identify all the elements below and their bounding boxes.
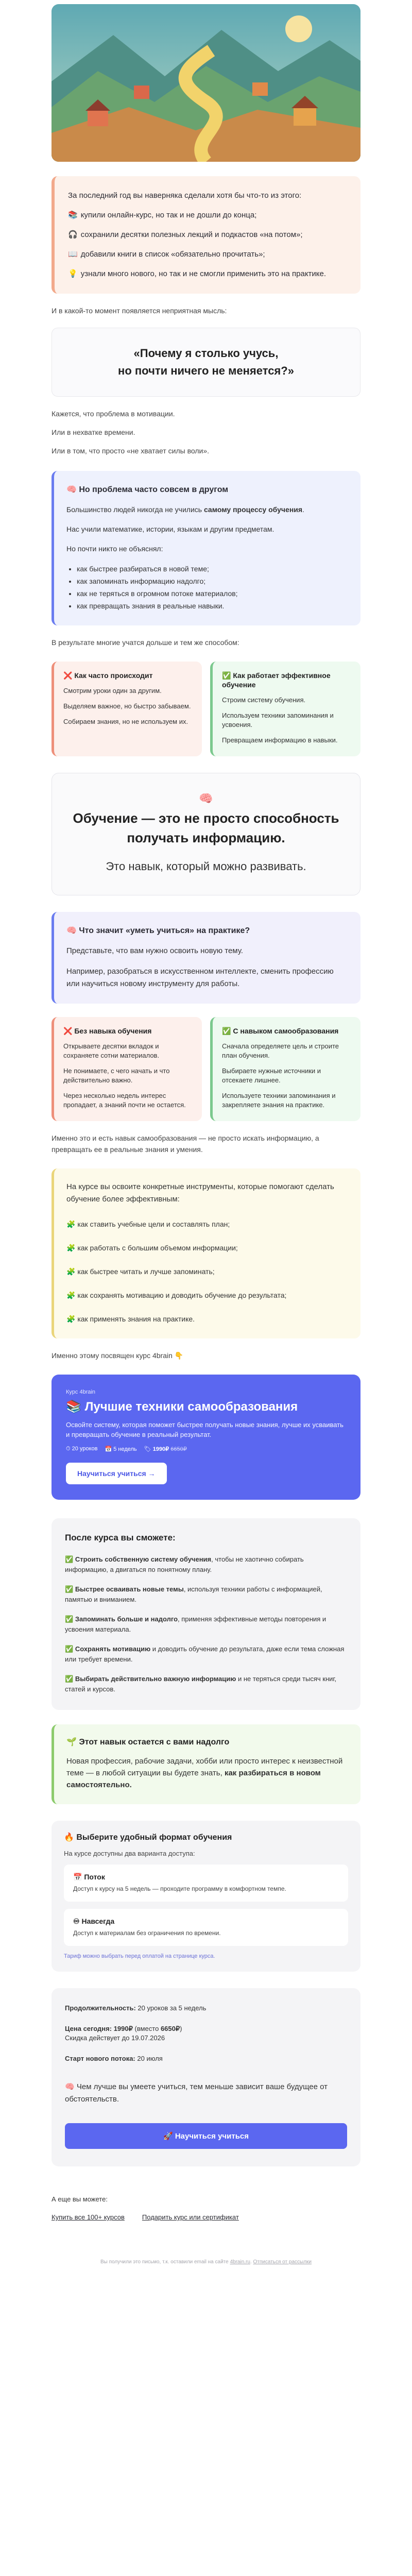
check-icon: ✅: [65, 1675, 74, 1683]
puzzle-icon: 🧩: [66, 1267, 76, 1276]
unsubscribe-link[interactable]: Отписаться от рассылки: [253, 2259, 312, 2265]
books-icon: 📚: [66, 1400, 81, 1414]
technique-item: 🧩 как работать с большим объемом информации;: [66, 1244, 238, 1252]
compare-item: Используем техники запоминания и усвоения.: [222, 711, 334, 728]
format-option-stream: [64, 1865, 348, 1902]
compare-item: Через несколько недель интерес пропадает, а знаний почти не остается.: [63, 1092, 186, 1109]
question-quote: [52, 328, 360, 397]
compare-item: Выбираете нужные источники и отсекаете лишнее.: [222, 1067, 321, 1084]
dedicated-line: Именно этому посвящен курс 4brain 👇: [52, 1351, 184, 1360]
start-line: Старт нового потока: 20 июля: [65, 2055, 163, 2062]
compare-skill-left: [52, 1017, 202, 1121]
benefit-item: ✅ Выбирать действительно важную информацию и не теряться среди тысяч книг, статей и курсов.: [65, 1675, 337, 1693]
course-meta: [66, 1446, 346, 1452]
puzzle-icon: 🧩: [66, 1244, 76, 1252]
pricing-quote: 🧠 Чем лучше вы умеете учиться, тем меньше зависит ваше будущее от обстоятельств.: [65, 2082, 328, 2104]
compare-right-title: ✅ С навыком самообразования: [222, 1027, 339, 1035]
statement-title: Обучение — это не просто способность получать информацию.: [73, 810, 339, 845]
check-icon: ✅: [65, 1555, 74, 1563]
learn-to-learn-button[interactable]: 🚀 Научиться учиться: [65, 2123, 347, 2149]
intro-item: 💡 узнали много нового, но так и не смогли применить это на практике.: [68, 269, 327, 278]
result-line: В результате многие учатся дольше и тем же способом:: [52, 638, 239, 647]
more-lead: А еще вы можете:: [52, 2195, 108, 2203]
course-brand: Курс 4brain: [66, 1389, 96, 1395]
compare-left-title: ❌ Без навыка обучения: [63, 1027, 152, 1035]
lessons-count: ⏱ 20 уроков: [66, 1446, 98, 1452]
compare-item: Превращаем информацию в навыки.: [222, 736, 338, 744]
statement-subtitle: Это навык, который можно развивать.: [106, 860, 306, 873]
seems-line-3: Или в том, что просто «не хватает силы воли».: [52, 447, 210, 455]
techniques-card: [52, 1168, 360, 1338]
formats-intro: На курсе доступны два варианта доступа:: [64, 1850, 195, 1857]
relevance-card: [52, 1724, 360, 1804]
techniques-lead: На курсе вы освоите конкретные инструменты, которые помогают сделать обучение более эффективным:: [66, 1182, 334, 1204]
compare-skill: [52, 1017, 360, 1121]
list-item: • как запоминать информацию надолго;: [77, 575, 348, 587]
compare-item: Выделяем важное, но быстро забываем.: [63, 702, 191, 710]
list-item: • как быстрее разбираться в новой теме;: [77, 563, 348, 575]
technique-item: 🧩 как применять знания на практике.: [66, 1315, 195, 1323]
compare-usual-left: [52, 662, 202, 756]
puzzle-icon: 🧩: [66, 1291, 76, 1299]
compare-usual: [52, 662, 360, 756]
compare-item: Строим систему обучения.: [222, 696, 306, 704]
benefit-item: ✅ Быстрее осваивать новые темы, используя техники работы с информацией, памятью и вниманием.: [65, 1585, 322, 1603]
books-icon: 📚: [68, 211, 78, 219]
benefit-item: ✅ Строить собственную систему обучения, чтобы не хаотично собирать информацию, а двигаться по понятному плану.: [65, 1555, 304, 1573]
benefits-card: [52, 1518, 360, 1710]
skill-statement-card: [52, 773, 360, 895]
open-book-icon: 📖: [68, 250, 78, 259]
buy-all-courses-link[interactable]: Купить все 100+ курсов: [52, 2213, 125, 2221]
format-option-forever: [64, 1909, 348, 1946]
practice-p2: Например, разобраться в искусственном интеллекте, сменить профессию или научиться новому инструменту для работы.: [66, 967, 334, 988]
relevance-title: 🌱 Этот навык остается с вами надолго: [66, 1738, 230, 1747]
compare-item: Открываете десятки вкладок и сохраняете сотни материалов.: [63, 1042, 160, 1059]
brain-icon: 🧠: [65, 2082, 75, 2091]
technique-item: 🧩 как сохранять мотивацию и доводить обучение до результата;: [66, 1291, 287, 1299]
infinity-icon: ♾: [73, 1917, 80, 1925]
course-card: [52, 1375, 360, 1500]
practice-title: 🧠 Что значит «уметь учиться» на практике?: [66, 926, 250, 935]
benefit-item: ✅ Сохранять мотивацию и доводить обучение до результата, даже если тема сложная или требует времени.: [65, 1645, 345, 1663]
fire-icon: 🔥: [64, 1833, 74, 1842]
learn-button[interactable]: Научиться учиться →: [66, 1463, 167, 1484]
technique-item: 🧩 как ставить учебные цели и составлять план;: [66, 1220, 230, 1228]
gift-course-link[interactable]: Подарить курс или сертификат: [142, 2213, 239, 2221]
benefits-title: После курса вы сможете:: [65, 1533, 176, 1543]
discount-valid: Скидка действует до 19.07.2026: [65, 2034, 165, 2042]
seems-line-2: Или в нехватке времени.: [52, 428, 135, 436]
more-links: [52, 2213, 360, 2221]
course-title: 📚 Лучшие техники самообразования: [66, 1400, 298, 1414]
relevance-text: Новая профессия, рабочие задачи, хобби или просто интерес к неизвестной теме — в любой ситуации вы будете знать, как разбираться в новом самостоятельно.: [66, 1757, 343, 1789]
price-line: Цена сегодня: 1990₽ (вместо 6650₽): [65, 2025, 182, 2032]
exactly-line: Именно это и есть навык самообразования — не просто искать информацию, а превращать ее в реальные знания и умения.: [52, 1134, 319, 1154]
problem-list: [66, 563, 348, 612]
practice-card: [52, 912, 360, 1004]
duration-line: Продолжительность: 20 уроков за 5 недель: [65, 2004, 207, 2012]
course-description: Освойте систему, которая поможет быстрее получать новые знания, лучше их усваивать и превращать обучение в реальный результат.: [66, 1421, 344, 1438]
check-icon: ✅: [65, 1615, 74, 1623]
thought-line: И в какой-то момент появляется неприятная мысль:: [52, 307, 227, 315]
lightbulb-icon: 💡: [68, 269, 78, 278]
headphones-icon: 🎧: [68, 230, 78, 239]
puzzle-icon: 🧩: [66, 1220, 76, 1228]
compare-right-title: ✅ Как работает эффективное обучение: [222, 671, 331, 689]
brain-icon: 🧠: [199, 792, 213, 805]
quote-line-2: но почти ничего не меняется?»: [118, 364, 294, 377]
check-icon: ✅: [65, 1585, 74, 1593]
course-price: 🏷 1990₽ 6650₽: [144, 1446, 187, 1452]
seedling-icon: 🌱: [66, 1738, 77, 1747]
problem-card: [52, 471, 360, 625]
intro-item: 🎧 сохранили десятки полезных лекций и подкастов «на потом»;: [68, 230, 303, 239]
list-item: • как превращать знания в реальные навыки.: [77, 600, 348, 612]
problem-title: 🧠 Но проблема часто совсем в другом: [66, 485, 229, 494]
format-title: ♾ Навсегда: [73, 1917, 115, 1925]
intro-card: [52, 176, 360, 294]
brain-icon: 🧠: [66, 926, 77, 935]
formats-card: [52, 1821, 360, 1972]
format-text: Доступ к материалам без ограничения по времени.: [73, 1929, 221, 1937]
compare-usual-right: [210, 662, 360, 756]
site-link[interactable]: 4brain.ru: [230, 2259, 250, 2265]
compare-skill-right: [210, 1017, 360, 1121]
compare-item: Сначала определяете цель и строите план обучения.: [222, 1042, 339, 1059]
practice-p1: Представьте, что вам нужно освоить новую тему.: [66, 946, 243, 955]
calendar-icon: 📅: [73, 1873, 82, 1881]
compare-item: Используете техники запоминания и закрепляете знания на практике.: [222, 1092, 336, 1109]
format-title: 📅 Поток: [73, 1873, 105, 1881]
puzzle-icon: 🧩: [66, 1315, 76, 1323]
format-text: Доступ к курсу на 5 недель — проходите программу в комфортном темпе.: [73, 1885, 286, 1892]
problem-p2: Нас учили математике, истории, языкам и другим предметам.: [66, 525, 274, 533]
compare-item: Не понимаете, с чего начать и что действительно важно.: [63, 1067, 170, 1084]
intro-item: 📖 добавили книги в список «обязательно прочитать»;: [68, 250, 265, 259]
footer: Вы получили это письмо, т.к. оставили email на сайте 4brain.ru. Отписаться от рассылки: [100, 2259, 312, 2265]
compare-left-title: ❌ Как часто происходит: [63, 671, 153, 680]
quote-line-1: «Почему я столько учусь,: [133, 347, 279, 360]
formats-note: Тариф можно выбрать перед оплатой на странице курса.: [64, 1953, 215, 1959]
technique-item: 🧩 как быстрее читать и лучше запоминать;: [66, 1267, 215, 1276]
list-item: • как не теряться в огромном потоке материалов;: [77, 587, 348, 600]
brain-icon: 🧠: [66, 485, 77, 494]
intro-lead: За последний год вы наверняка сделали хотя бы что-то из этого:: [68, 191, 302, 200]
weeks-count: 📅 5 недель: [105, 1446, 137, 1452]
formats-title: 🔥 Выберите удобный формат обучения: [64, 1833, 232, 1842]
compare-item: Смотрим уроки один за другим.: [63, 687, 162, 694]
check-icon: ✅: [65, 1645, 74, 1653]
intro-item: 📚 купили онлайн-курс, но так и не дошли до конца;: [68, 211, 257, 219]
seems-line-1: Кажется, что проблема в мотивации.: [52, 410, 175, 418]
compare-item: Собираем знания, но не используем их.: [63, 718, 188, 725]
hero-illustration: [52, 4, 360, 162]
problem-p3: Но почти никто не объяснял:: [66, 545, 163, 553]
problem-p1: Большинство людей никогда не учились самому процессу обучения.: [66, 505, 304, 514]
benefit-item: ✅ Запоминать больше и надолго, применяя эффективные методы повторения и усвоения материала.: [65, 1615, 327, 1633]
pricing-card: [52, 1988, 360, 2166]
